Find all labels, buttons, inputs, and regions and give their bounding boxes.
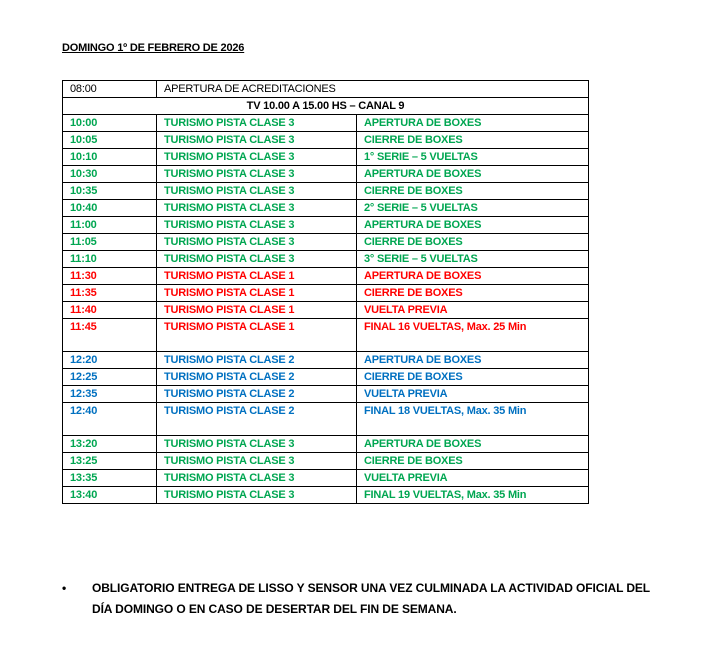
schedule-row bbox=[63, 319, 589, 352]
schedule-row bbox=[63, 166, 589, 183]
category-cell: TURISMO PISTA CLASE 3 bbox=[157, 436, 357, 453]
activity-cell: CIERRE DE BOXES bbox=[357, 234, 589, 251]
time-cell: 13:25 bbox=[63, 453, 157, 470]
schedule-row bbox=[63, 268, 589, 285]
schedule-row bbox=[63, 115, 589, 132]
category-cell: TURISMO PISTA CLASE 3 bbox=[157, 453, 357, 470]
time-cell: 10:05 bbox=[63, 132, 157, 149]
category-cell: TURISMO PISTA CLASE 3 bbox=[157, 166, 357, 183]
time-cell: 10:30 bbox=[63, 166, 157, 183]
time-cell: 11:30 bbox=[63, 268, 157, 285]
schedule-row bbox=[63, 369, 589, 386]
time-cell: 11:45 bbox=[63, 319, 157, 352]
activity-cell: APERTURA DE BOXES bbox=[357, 166, 589, 183]
category-cell: TURISMO PISTA CLASE 3 bbox=[157, 132, 357, 149]
time-cell: 13:40 bbox=[63, 487, 157, 504]
category-cell: TURISMO PISTA CLASE 3 bbox=[157, 217, 357, 234]
time-cell: 11:10 bbox=[63, 251, 157, 268]
category-cell: TURISMO PISTA CLASE 3 bbox=[157, 234, 357, 251]
time-cell: 10:40 bbox=[63, 200, 157, 217]
activity-cell: APERTURA DE BOXES bbox=[357, 268, 589, 285]
schedule-row bbox=[63, 183, 589, 200]
notice bbox=[62, 578, 672, 620]
time-cell: 11:35 bbox=[63, 285, 157, 302]
schedule-row bbox=[63, 352, 589, 369]
schedule-row bbox=[63, 386, 589, 403]
activity-cell: CIERRE DE BOXES bbox=[357, 132, 589, 149]
category-cell: TURISMO PISTA CLASE 2 bbox=[157, 386, 357, 403]
activity-cell: CIERRE DE BOXES bbox=[357, 369, 589, 386]
activity-cell: VUELTA PREVIA bbox=[357, 470, 589, 487]
category-cell: TURISMO PISTA CLASE 3 bbox=[157, 200, 357, 217]
schedule-row bbox=[63, 200, 589, 217]
category-cell: TURISMO PISTA CLASE 1 bbox=[157, 268, 357, 285]
activity-cell: VUELTA PREVIA bbox=[357, 302, 589, 319]
activity-cell: 3° SERIE – 5 VUELTAS bbox=[357, 251, 589, 268]
activity-cell: APERTURA DE BOXES bbox=[357, 115, 589, 132]
activity-cell: 2° SERIE – 5 VUELTAS bbox=[357, 200, 589, 217]
time-cell: 13:35 bbox=[63, 470, 157, 487]
activity-cell: FINAL 16 VUELTAS, Max. 25 Min bbox=[357, 319, 589, 352]
category-cell: TURISMO PISTA CLASE 3 bbox=[157, 251, 357, 268]
tv-banner: TV 10.00 A 15.00 HS – CANAL 9 bbox=[63, 98, 589, 115]
schedule-row bbox=[63, 234, 589, 251]
activity-cell: FINAL 19 VUELTAS, Max. 35 Min bbox=[357, 487, 589, 504]
schedule-body bbox=[63, 81, 589, 504]
page-heading: DOMINGO 1º DE FEBRERO DE 2026 bbox=[62, 42, 245, 54]
schedule-table bbox=[62, 80, 589, 504]
category-cell: TURISMO PISTA CLASE 1 bbox=[157, 319, 357, 352]
time-cell: 12:25 bbox=[63, 369, 157, 386]
time-cell: 12:20 bbox=[63, 352, 157, 369]
time-cell: 12:35 bbox=[63, 386, 157, 403]
schedule-row bbox=[63, 285, 589, 302]
activity-cell: APERTURA DE BOXES bbox=[357, 217, 589, 234]
time-cell: 13:20 bbox=[63, 436, 157, 453]
schedule-row bbox=[63, 403, 589, 436]
time-cell: 10:35 bbox=[63, 183, 157, 200]
schedule-row bbox=[63, 487, 589, 504]
schedule-row bbox=[63, 149, 589, 166]
time-cell: 10:10 bbox=[63, 149, 157, 166]
category-cell: TURISMO PISTA CLASE 3 bbox=[157, 149, 357, 166]
schedule-row bbox=[63, 453, 589, 470]
tv-banner-row bbox=[63, 98, 589, 115]
time-cell: 12:40 bbox=[63, 403, 157, 436]
category-cell: TURISMO PISTA CLASE 2 bbox=[157, 369, 357, 386]
schedule-row bbox=[63, 217, 589, 234]
schedule-row bbox=[63, 132, 589, 149]
schedule-row bbox=[63, 251, 589, 268]
bullet-icon: • bbox=[62, 581, 67, 595]
category-cell: TURISMO PISTA CLASE 3 bbox=[157, 115, 357, 132]
opening-row bbox=[63, 81, 589, 98]
category-cell: TURISMO PISTA CLASE 1 bbox=[157, 302, 357, 319]
activity-cell: FINAL 18 VUELTAS, Max. 35 Min bbox=[357, 403, 589, 436]
category-cell: TURISMO PISTA CLASE 2 bbox=[157, 403, 357, 436]
category-cell: TURISMO PISTA CLASE 3 bbox=[157, 470, 357, 487]
activity-cell: CIERRE DE BOXES bbox=[357, 453, 589, 470]
category-cell: TURISMO PISTA CLASE 3 bbox=[157, 183, 357, 200]
opening-label: APERTURA DE ACREDITACIONES bbox=[157, 81, 589, 98]
category-cell: TURISMO PISTA CLASE 3 bbox=[157, 487, 357, 504]
category-cell: TURISMO PISTA CLASE 1 bbox=[157, 285, 357, 302]
schedule-row bbox=[63, 302, 589, 319]
activity-cell: 1° SERIE – 5 VUELTAS bbox=[357, 149, 589, 166]
time-cell: 11:05 bbox=[63, 234, 157, 251]
schedule-row bbox=[63, 436, 589, 453]
category-cell: TURISMO PISTA CLASE 2 bbox=[157, 352, 357, 369]
schedule-row bbox=[63, 470, 589, 487]
activity-cell: VUELTA PREVIA bbox=[357, 386, 589, 403]
notice-text: OBLIGATORIO ENTREGA DE LISSO Y SENSOR UNA VEZ CULMINADA LA ACTIVIDAD OFICIAL DEL DÍA DOMINGO O EN CASO DE DESERTAR DEL FIN DE SEMANA. bbox=[92, 581, 650, 616]
opening-time: 08:00 bbox=[63, 81, 157, 98]
activity-cell: APERTURA DE BOXES bbox=[357, 352, 589, 369]
time-cell: 10:00 bbox=[63, 115, 157, 132]
time-cell: 11:00 bbox=[63, 217, 157, 234]
activity-cell: CIERRE DE BOXES bbox=[357, 183, 589, 200]
activity-cell: APERTURA DE BOXES bbox=[357, 436, 589, 453]
time-cell: 11:40 bbox=[63, 302, 157, 319]
activity-cell: CIERRE DE BOXES bbox=[357, 285, 589, 302]
